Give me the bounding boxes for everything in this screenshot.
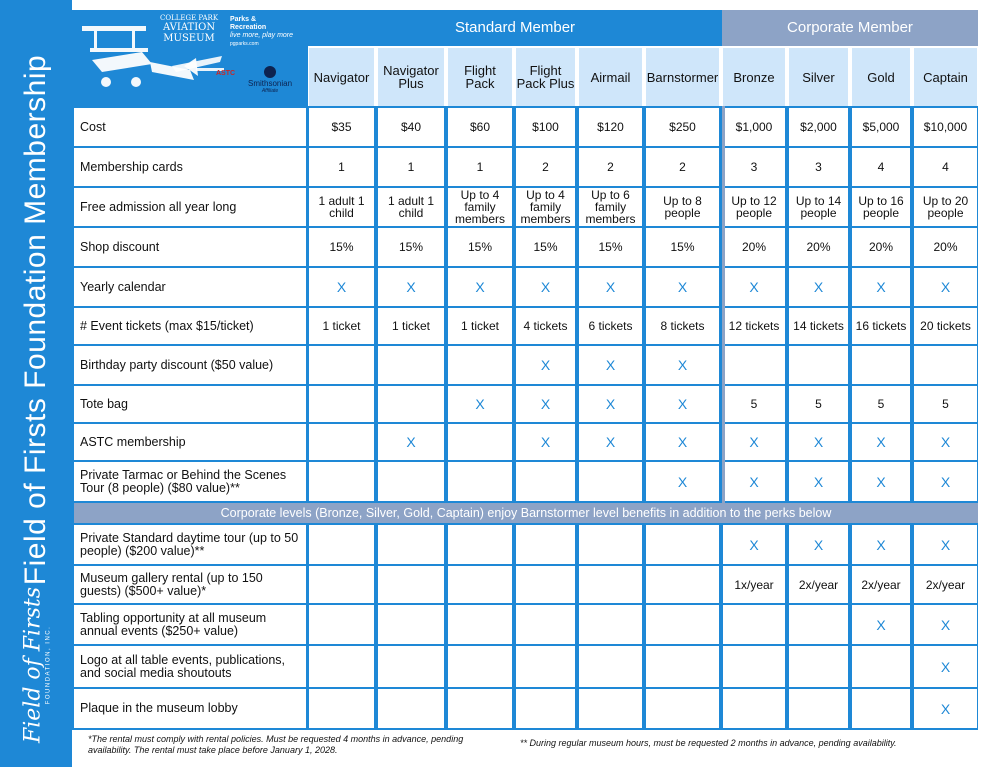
table-cell: 1 ticket [378,308,444,344]
tier-flight-pack: Flight Pack [448,48,512,106]
corporate-banner: Corporate levels (Bronze, Silver, Gold, Captain) enjoy Barnstormer level benefits in addition to the perks below [74,503,978,523]
table-cell: $2,000 [789,108,848,146]
table-cell: 12 tickets [723,308,785,344]
table-cell: 6 tickets [579,308,642,344]
table-cell [309,646,374,687]
smithsonian-sun-icon [264,66,276,78]
table-cell [852,689,910,728]
table-cell [789,346,848,384]
logo-area [72,10,308,106]
check-x-icon: X [378,268,444,306]
table-cell [309,689,374,728]
museum-logo [160,14,218,44]
corporate-divider [722,106,725,503]
table-cell: 20% [852,228,910,266]
table-cell [448,605,512,644]
row-label: # Event tickets (max $15/ticket) [74,308,306,344]
table-cell: 2 [516,148,575,186]
check-x-icon: X [852,424,910,460]
table-cell: 20 tickets [914,308,977,344]
row-label: Birthday party discount ($50 value) [74,346,306,384]
table-cell [378,525,444,564]
table-cell: $250 [646,108,719,146]
table-cell: Up to 8 people [646,188,719,226]
table-cell: 8 tickets [646,308,719,344]
table-cell: Up to 16 people [852,188,910,226]
table-cell [378,646,444,687]
table-cell: $5,000 [852,108,910,146]
check-x-icon: X [789,268,848,306]
table-cell: Up to 4 family members [516,188,575,226]
table-cell: 1 ticket [448,308,512,344]
table-cell [646,525,719,564]
table-cell [309,386,374,422]
sidebar [0,0,72,767]
row-label: Tabling opportunity at all museum annual events ($250+ value) [74,605,306,644]
table-cell [579,462,642,501]
check-x-icon: X [646,268,719,306]
table-cell: Up to 6 family members [579,188,642,226]
check-x-icon: X [646,346,719,384]
table-cell [646,646,719,687]
table-cell: 2 [646,148,719,186]
table-cell: 15% [448,228,512,266]
row-label: Tote bag [74,386,306,422]
tier-silver: Silver [789,48,848,106]
table-cell: 15% [309,228,374,266]
museum-line3: MUSEUM [163,33,215,44]
check-x-icon: X [723,525,785,564]
sidebar-title: Field of Firsts Foundation Membership [19,54,52,586]
table-cell [309,605,374,644]
table-cell: 2x/year [789,566,848,603]
museum-line1: COLLEGE PARK [160,14,219,22]
table-cell [914,346,977,384]
tier-flight-pack-plus: Flight Pack Plus [516,48,575,106]
check-x-icon: X [516,346,575,384]
tier-navigator-plus: Navigator Plus [378,48,444,106]
table-cell: Up to 14 people [789,188,848,226]
check-x-icon: X [378,424,444,460]
check-x-icon: X [309,268,374,306]
check-x-icon: X [914,525,977,564]
check-x-icon: X [852,462,910,501]
table-cell: 1 [378,148,444,186]
astc-logo: ASTC [216,70,236,77]
check-x-icon: X [789,424,848,460]
table-cell [448,424,512,460]
check-x-icon: X [646,462,719,501]
table-cell [646,566,719,603]
table-cell: 2x/year [852,566,910,603]
check-x-icon: X [579,346,642,384]
table-cell: $60 [448,108,512,146]
logo-script: Field of Firsts [20,586,46,744]
row-label: Membership cards [74,148,306,186]
field-of-firsts-logo [21,587,52,743]
table-cell: $100 [516,108,575,146]
table-cell [579,646,642,687]
table-cell: 1 [309,148,374,186]
table-cell [516,646,575,687]
check-x-icon: X [723,462,785,501]
table-cell [789,646,848,687]
table-cell: 1 ticket [309,308,374,344]
parks-tag: live more, play more [230,32,294,39]
table-cell: 5 [914,386,977,422]
table-cell: 20% [723,228,785,266]
row-label: Cost [74,108,306,146]
table-cell: 3 [789,148,848,186]
table-cell [723,689,785,728]
check-x-icon: X [448,386,512,422]
table-cell: 5 [789,386,848,422]
table-cell [448,525,512,564]
check-x-icon: X [516,386,575,422]
tier-captain: Captain [914,48,977,106]
table-cell [378,346,444,384]
table-cell [789,605,848,644]
table-cell [579,605,642,644]
row-label: Yearly calendar [74,268,306,306]
table-cell [646,605,719,644]
table-cell: 15% [516,228,575,266]
table-cell: Up to 4 family members [448,188,512,226]
table-cell [448,346,512,384]
tier-navigator: Navigator [309,48,374,106]
table-cell: 1 [448,148,512,186]
check-x-icon: X [914,268,977,306]
table-cell: 15% [378,228,444,266]
check-x-icon: X [579,424,642,460]
table-cell: 1x/year [723,566,785,603]
table-cell: 4 tickets [516,308,575,344]
check-x-icon: X [516,268,575,306]
check-x-icon: X [789,462,848,501]
check-x-icon: X [852,268,910,306]
check-x-icon: X [516,424,575,460]
check-x-icon: X [448,268,512,306]
table-cell [723,605,785,644]
table-cell: 2 [579,148,642,186]
table-cell [579,566,642,603]
row-label: Private Standard daytime tour (up to 50 people) ($200 value)** [74,525,306,564]
table-cell: 1 adult 1 child [378,188,444,226]
table-cell [309,525,374,564]
footnote-double: ** During regular museum hours, must be requested 2 months in advance, pending availability. [520,738,897,748]
smithsonian-sub: Affiliate [261,88,279,94]
footnote-single: *The rental must comply with rental policies. Must be requested 4 months in advance, pending availability. The rental must take place before January 1, 2028. [88,734,464,755]
table-cell [448,462,512,501]
table-cell [852,646,910,687]
table-cell [378,462,444,501]
table-cell [309,346,374,384]
table-cell: 2x/year [914,566,977,603]
table-cell [309,424,374,460]
check-x-icon: X [914,605,977,644]
table-cell [448,646,512,687]
table-cell: Up to 20 people [914,188,977,226]
table-cell: $10,000 [914,108,977,146]
tier-bronze: Bronze [723,48,785,106]
table-cell [789,689,848,728]
row-label: Private Tarmac or Behind the Scenes Tour (8 people) ($80 value)** [74,462,306,501]
table-cell: 3 [723,148,785,186]
check-x-icon: X [579,268,642,306]
table-cell: 16 tickets [852,308,910,344]
row-label: Museum gallery rental (up to 150 guests) ($500+ value)* [74,566,306,603]
table-cell: $40 [378,108,444,146]
check-x-icon: X [852,605,910,644]
row-label: ASTC membership [74,424,306,460]
smithsonian-name: Smithsonian [248,79,293,88]
corporate-member-header: Corporate Member [722,10,978,46]
table-cell: 5 [852,386,910,422]
table-cell [448,566,512,603]
tier-barnstormer: Barnstormer [646,48,719,106]
logo-subtitle: FOUNDATION, INC. [45,625,52,705]
table-cell: 1 adult 1 child [309,188,374,226]
table-cell: $1,000 [723,108,785,146]
check-x-icon: X [579,386,642,422]
table-cell: 14 tickets [789,308,848,344]
check-x-icon: X [914,424,977,460]
museum-line2: AVIATION [162,22,216,33]
table-cell [309,566,374,603]
table-cell: $120 [579,108,642,146]
parks-url: pgparks.com [230,41,259,47]
tier-airmail: Airmail [579,48,642,106]
tier-gold: Gold [852,48,910,106]
parks-line1: Parks & [230,16,257,23]
check-x-icon: X [914,689,977,728]
table-cell [378,566,444,603]
table-cell [852,346,910,384]
check-x-icon: X [723,268,785,306]
table-cell: 4 [852,148,910,186]
check-x-icon: X [914,462,977,501]
table-cell [579,525,642,564]
table-cell: 4 [914,148,977,186]
table-cell: 15% [646,228,719,266]
table-cell [378,605,444,644]
check-x-icon: X [723,424,785,460]
smithsonian-logo [248,66,292,94]
check-x-icon: X [646,424,719,460]
table-cell [448,689,512,728]
table-cell [516,462,575,501]
check-x-icon: X [914,646,977,687]
table-cell: 20% [789,228,848,266]
table-cell [516,689,575,728]
row-label: Plaque in the museum lobby [74,689,306,728]
table-cell [309,462,374,501]
check-x-icon: X [789,525,848,564]
parks-logo [230,16,293,48]
row-label: Logo at all table events, publications, and social media shoutouts [74,646,306,687]
standard-member-header: Standard Member [308,10,722,46]
table-cell [646,689,719,728]
table-cell [378,386,444,422]
table-cell [579,689,642,728]
table-cell [723,346,785,384]
table-cell: $35 [309,108,374,146]
row-label: Shop discount [74,228,306,266]
check-x-icon: X [852,525,910,564]
table-cell [723,646,785,687]
table-cell [516,605,575,644]
table-cell [516,566,575,603]
parks-line2: Recreation [230,24,267,31]
table-cell: 5 [723,386,785,422]
row-label: Free admission all year long [74,188,306,226]
table-cell [378,689,444,728]
table-cell: 20% [914,228,977,266]
table-cell: Up to 12 people [723,188,785,226]
table-cell [516,525,575,564]
table-cell: 15% [579,228,642,266]
check-x-icon: X [646,386,719,422]
